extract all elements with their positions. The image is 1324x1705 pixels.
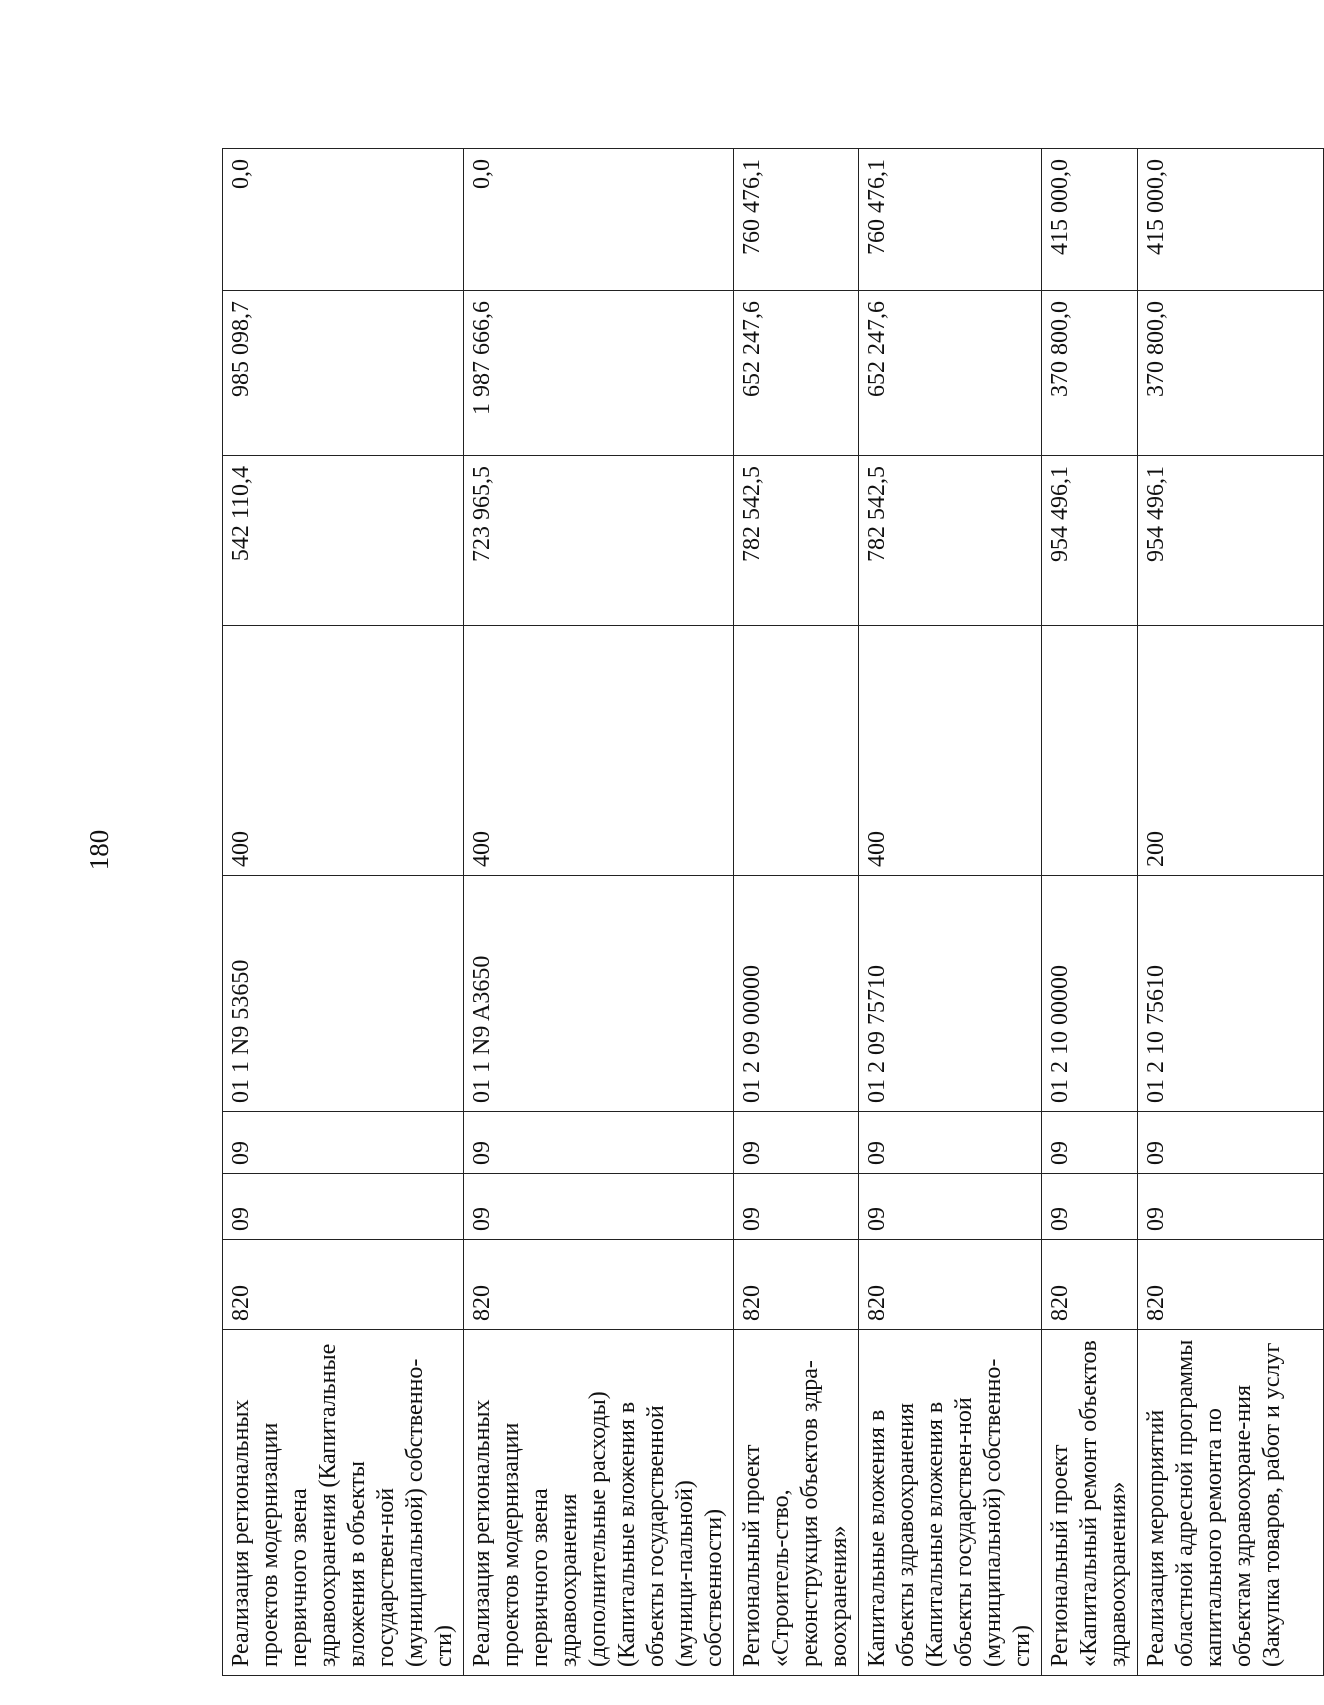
amount-1: 954 496,1 xyxy=(1041,455,1137,625)
section-code: 09 xyxy=(1041,1173,1137,1239)
ministry-code: 820 xyxy=(733,1239,858,1329)
amount-3: 760 476,1 xyxy=(858,148,1041,290)
amount-2: 1 987 666,6 xyxy=(463,290,733,455)
expense-type-code: 200 xyxy=(1137,625,1323,875)
amount-3: 415 000,0 xyxy=(1137,148,1323,290)
table-row xyxy=(222,148,463,1675)
expense-type-code: 400 xyxy=(463,625,733,875)
amount-2: 652 247,6 xyxy=(733,290,858,455)
page-number: 180 xyxy=(84,829,114,871)
expense-type-code: 400 xyxy=(222,625,463,875)
amount-1: 723 965,5 xyxy=(463,455,733,625)
target-article-code: 01 2 09 00000 xyxy=(733,875,858,1111)
row-description: Реализация региональных проектов модернизации первичного звена здравоохранения (дополнительные расходы) (Капитальные вложения в объекты государственной (муници-пальной) собственности) xyxy=(463,1329,733,1675)
amount-1: 954 496,1 xyxy=(1137,455,1323,625)
amount-2: 370 800,0 xyxy=(1137,290,1323,455)
expense-type-code: 400 xyxy=(858,625,1041,875)
table-row xyxy=(733,148,858,1675)
ministry-code: 820 xyxy=(1041,1239,1137,1329)
row-description: Капитальные вложения в объекты здравоохранения (Капитальные вложения в объекты государствен-ной (муниципальной) собственно-сти) xyxy=(858,1329,1041,1675)
table-row xyxy=(1137,148,1323,1675)
amount-2: 985 098,7 xyxy=(222,290,463,455)
ministry-code: 820 xyxy=(858,1239,1041,1329)
expense-type-code xyxy=(733,625,858,875)
subsection-code: 09 xyxy=(222,1111,463,1173)
row-description: Региональный проект «Строитель-ство, реконструкция объектов здра-воохранения» xyxy=(733,1329,858,1675)
target-article-code: 01 2 10 75610 xyxy=(1137,875,1323,1111)
section-code: 09 xyxy=(222,1173,463,1239)
ministry-code: 820 xyxy=(222,1239,463,1329)
row-description: Региональный проект «Капитальный ремонт объектов здравоохранения» xyxy=(1041,1329,1137,1675)
section-code: 09 xyxy=(858,1173,1041,1239)
amount-2: 370 800,0 xyxy=(1041,290,1137,455)
subsection-code: 09 xyxy=(858,1111,1041,1173)
ministry-code: 820 xyxy=(1137,1239,1323,1329)
amount-3: 760 476,1 xyxy=(733,148,858,290)
row-description: Реализация мероприятий областной адресной программы капитального ремонта по объектам здравоохране-ния (Закупка товаров, работ и услуг xyxy=(1137,1329,1323,1675)
amount-1: 782 542,5 xyxy=(733,455,858,625)
subsection-code: 09 xyxy=(733,1111,858,1173)
section-code: 09 xyxy=(1137,1173,1323,1239)
table-row xyxy=(1041,148,1137,1675)
amount-3: 415 000,0 xyxy=(1041,148,1137,290)
table-row xyxy=(463,148,733,1675)
section-code: 09 xyxy=(463,1173,733,1239)
amount-1: 782 542,5 xyxy=(858,455,1041,625)
subsection-code: 09 xyxy=(463,1111,733,1173)
target-article-code: 01 2 09 75710 xyxy=(858,875,1041,1111)
ministry-code: 820 xyxy=(463,1239,733,1329)
amount-3: 0,0 xyxy=(222,148,463,290)
subsection-code: 09 xyxy=(1041,1111,1137,1173)
section-code: 09 xyxy=(733,1173,858,1239)
target-article-code: 01 1 N9 A3650 xyxy=(463,875,733,1111)
subsection-code: 09 xyxy=(1137,1111,1323,1173)
target-article-code: 01 1 N9 53650 xyxy=(222,875,463,1111)
budget-table-rotated xyxy=(222,149,1285,1676)
budget-table xyxy=(222,148,1324,1676)
row-description: Реализация региональных проектов модернизации первичного звена здравоохранения (Капитальные вложения в объекты государствен-ной (муниципальной) собственно-сти) xyxy=(222,1329,463,1675)
table-row xyxy=(858,148,1041,1675)
target-article-code: 01 2 10 00000 xyxy=(1041,875,1137,1111)
amount-3: 0,0 xyxy=(463,148,733,290)
expense-type-code xyxy=(1041,625,1137,875)
amount-2: 652 247,6 xyxy=(858,290,1041,455)
amount-1: 542 110,4 xyxy=(222,455,463,625)
